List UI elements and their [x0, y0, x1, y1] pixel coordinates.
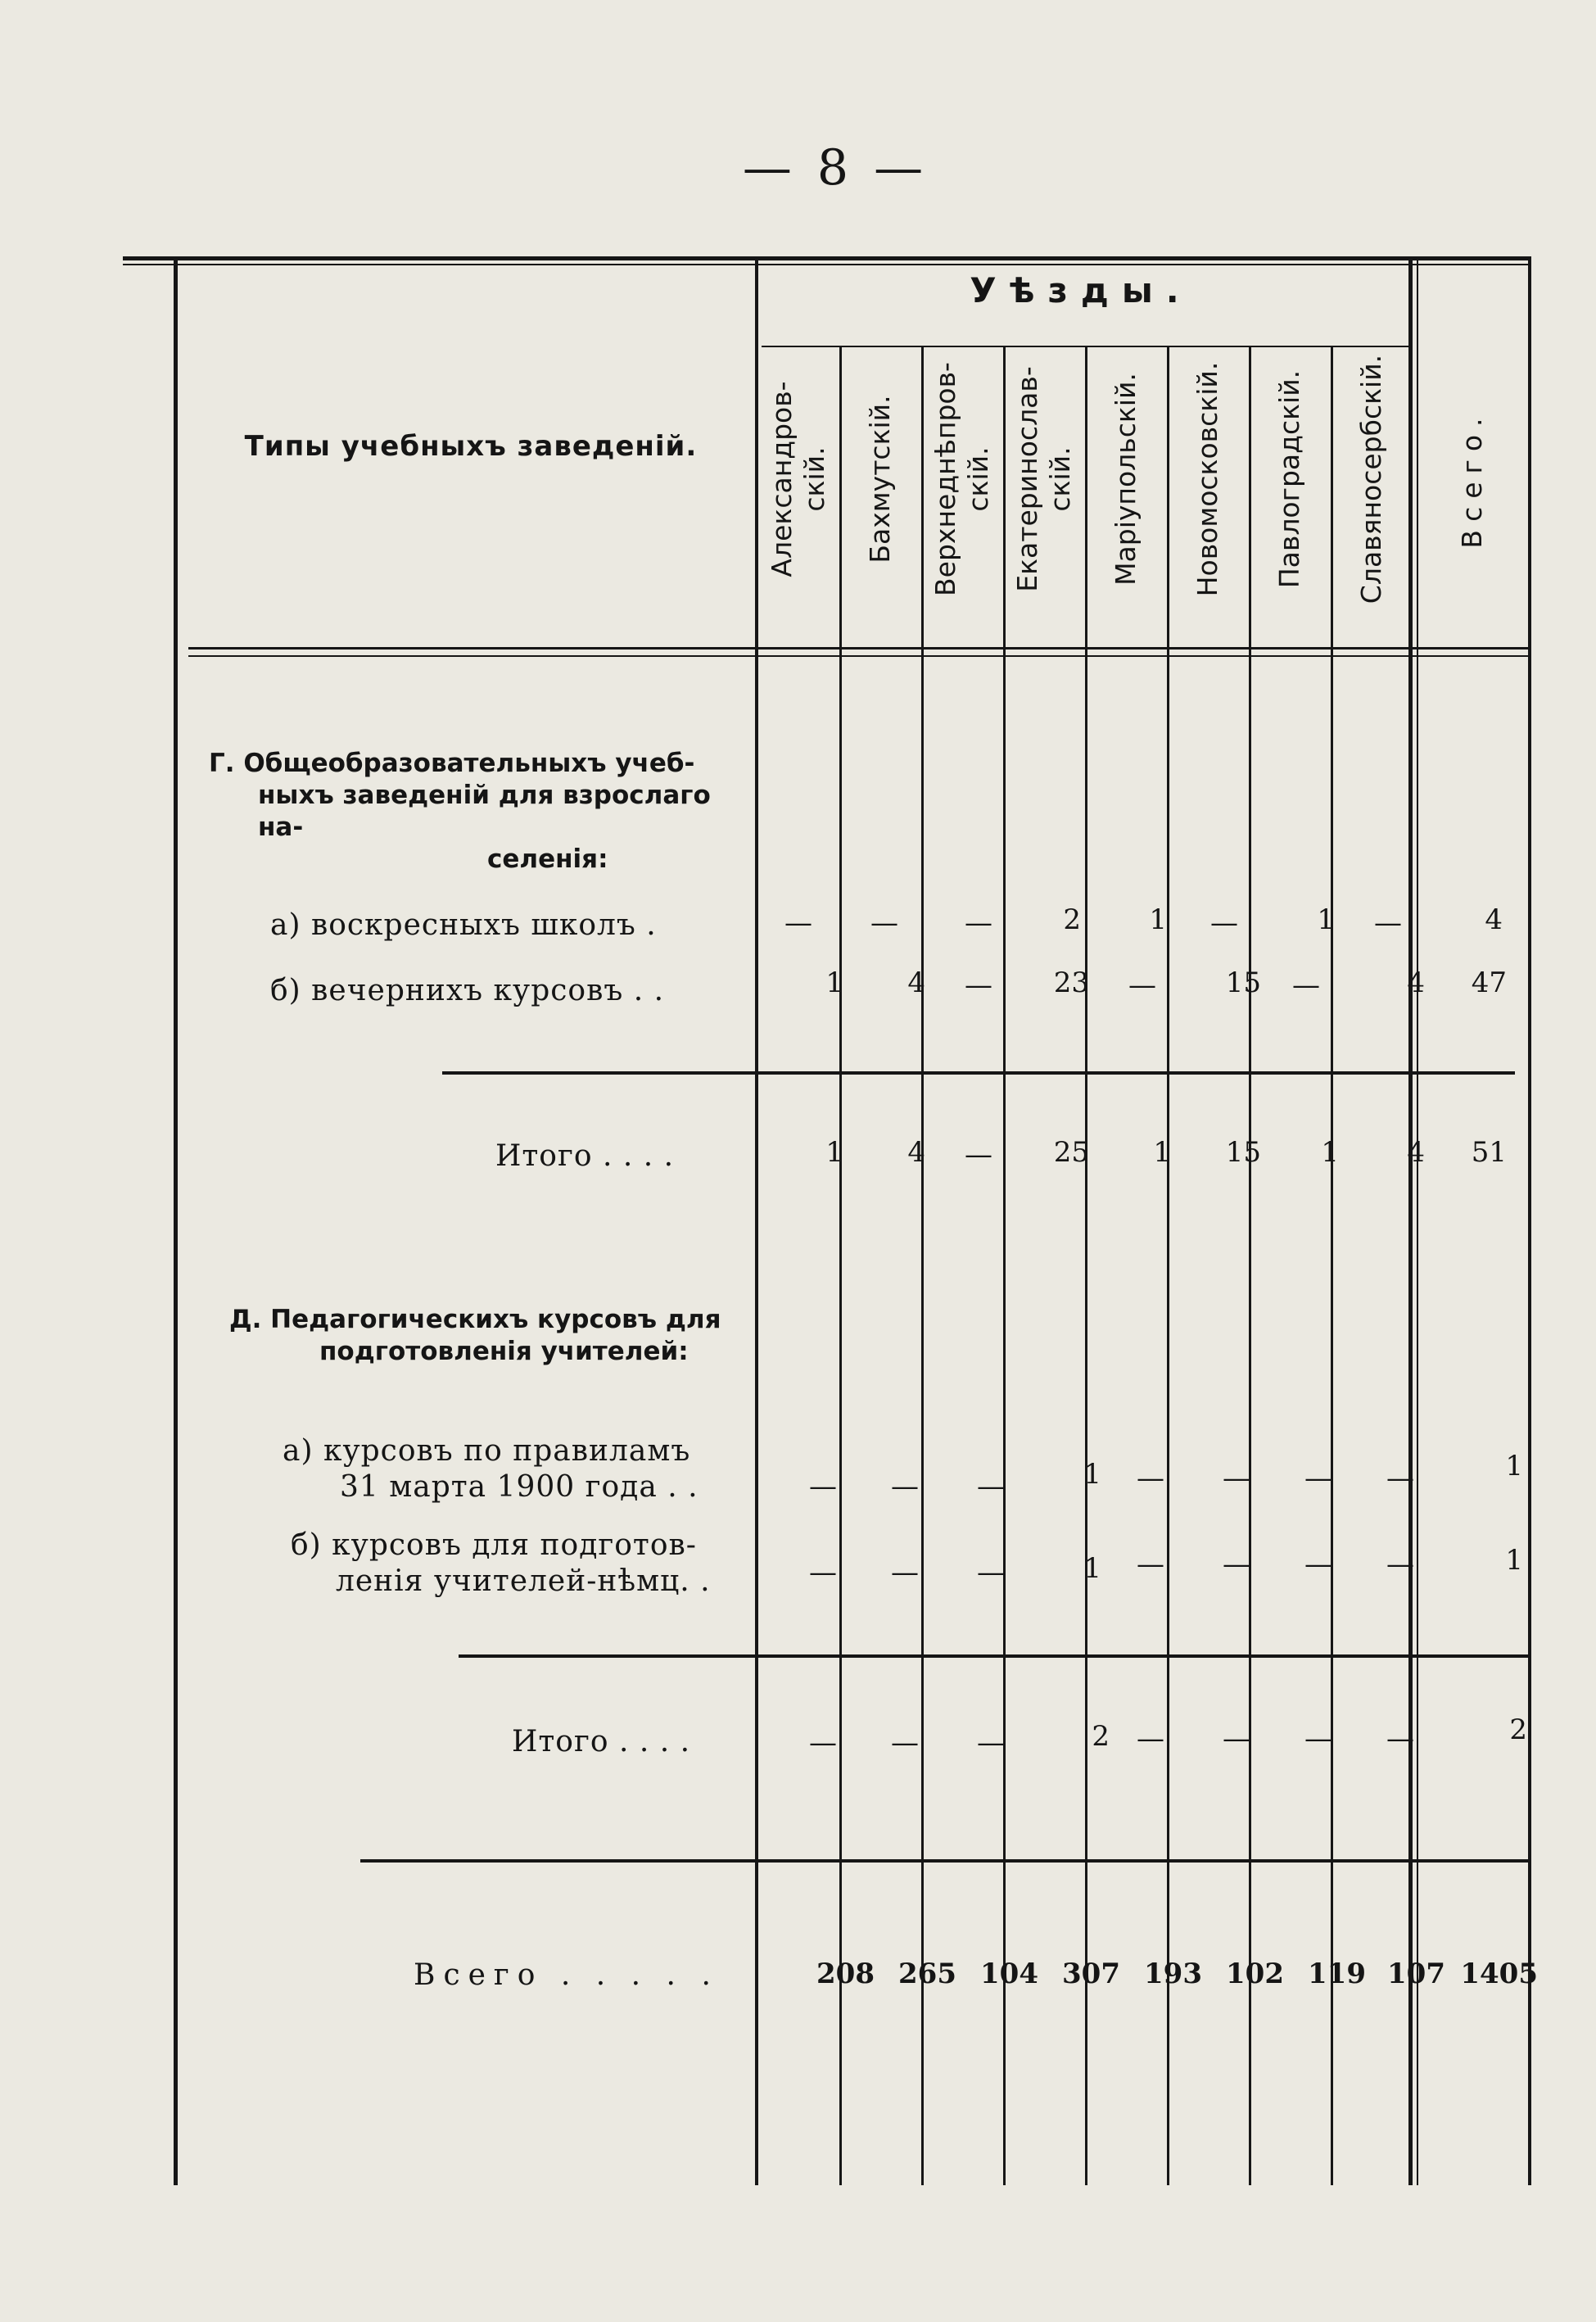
- cell: 25: [1053, 1136, 1089, 1169]
- cell: 15: [1225, 966, 1261, 999]
- cell: —: [1292, 969, 1320, 1002]
- cell: 15: [1225, 1136, 1261, 1169]
- cell: 265: [898, 1958, 956, 1990]
- cell: —: [965, 969, 992, 1002]
- cell: 2: [1092, 1720, 1110, 1753]
- table-right-border: [1528, 260, 1531, 2185]
- row-label-evening-courses: б) вечернихъ курсовъ . .: [270, 974, 665, 1007]
- cell: —: [1386, 1548, 1414, 1581]
- cell: 119: [1308, 1958, 1366, 1990]
- cell: —: [1137, 1548, 1164, 1581]
- section-d-title: [229, 1304, 753, 1368]
- row-label-rules-courses: [283, 1433, 753, 1505]
- col-head-mariupolsky: Маріупольскій.: [1110, 373, 1142, 586]
- col-head-slavyanoserbsky: Славяносербскій.: [1355, 354, 1388, 604]
- col-head-novomoskovsky: Новомосковскій.: [1191, 361, 1224, 597]
- cell: —: [1210, 907, 1238, 939]
- cell: 107: [1387, 1958, 1445, 1990]
- cell: 4: [907, 966, 925, 999]
- cell: —: [870, 907, 898, 939]
- cell: —: [1304, 1548, 1332, 1581]
- section-d-title-line: Д. Педагогическихъ курсовъ для: [229, 1305, 721, 1334]
- section-g-total-rule: [442, 1071, 1515, 1075]
- cell: —: [1137, 1722, 1164, 1755]
- cell: 1: [1505, 1450, 1523, 1482]
- col-head-verkhnedneprovsky: Верхнеднѣпров- скій.: [929, 362, 994, 596]
- cell: 4: [1485, 903, 1503, 936]
- cell: 307: [1062, 1958, 1120, 1990]
- cell: —: [1128, 969, 1156, 1002]
- col-head-total: Всего.: [1456, 410, 1489, 549]
- cell: —: [1304, 1722, 1332, 1755]
- col-head-ekaterinoslavsky: Екатеринослав- скій.: [1011, 366, 1076, 592]
- cell: 47: [1471, 966, 1507, 999]
- row-label-section-g-total: Итого . . . .: [495, 1139, 675, 1173]
- cell: —: [1223, 1548, 1250, 1581]
- row-label-line: ленія учителей-нѣмц. .: [336, 1564, 711, 1598]
- cell: —: [977, 1556, 1005, 1589]
- cell: —: [891, 1727, 919, 1759]
- cell: 1405: [1460, 1958, 1538, 1990]
- districts-title: Уѣзды.: [970, 270, 1192, 310]
- top-rule: [123, 256, 1531, 260]
- col-head-aleksandrovsky: Александров- скій.: [766, 381, 830, 577]
- cell: 51: [1471, 1136, 1507, 1169]
- cell: 2: [1509, 1713, 1527, 1746]
- cell: 1: [1317, 903, 1335, 936]
- section-d-total-rule: [459, 1654, 1531, 1658]
- row-label-section-d-total: Итого . . . .: [512, 1725, 691, 1758]
- cell: —: [977, 1470, 1005, 1503]
- cell: 102: [1226, 1958, 1284, 1990]
- section-d-title-line: подготовленія учителей:: [319, 1337, 689, 1366]
- section-g-title-line: Г. Общеобразовательныхъ учеб-: [209, 749, 695, 778]
- cell: —: [1137, 1462, 1164, 1495]
- cell: —: [809, 1556, 837, 1589]
- cell: 1: [825, 966, 843, 999]
- cell: 1: [1505, 1544, 1523, 1577]
- header-bottom-rule-2: [188, 655, 1531, 657]
- cell: —: [1223, 1722, 1250, 1755]
- cell: —: [891, 1470, 919, 1503]
- col-head-pavlogradsky: Павлоградскій.: [1273, 369, 1306, 589]
- cell: 1: [1153, 1136, 1171, 1169]
- cell: —: [809, 1470, 837, 1503]
- section-g-title: [209, 748, 749, 876]
- cell: —: [809, 1727, 837, 1759]
- cell: —: [965, 1138, 992, 1171]
- top-rule-2: [123, 264, 1531, 265]
- grand-total-rule: [360, 1859, 1531, 1863]
- cell: —: [1304, 1462, 1332, 1495]
- types-header: Типы учебныхъ заведеній.: [244, 430, 698, 463]
- cell: 23: [1053, 966, 1089, 999]
- cell: —: [1223, 1462, 1250, 1495]
- cell: 4: [1407, 966, 1425, 999]
- row-label-line: б) курсовъ для подготов-: [291, 1528, 697, 1562]
- header-bottom-rule: [188, 647, 1531, 650]
- cell: 208: [816, 1958, 875, 1990]
- cell: 104: [980, 1958, 1038, 1990]
- section-g-title-line: ныхъ заведеній для взрослаго на-: [258, 781, 711, 842]
- row-label-grand-total: Всего . . . . .: [414, 1958, 719, 1992]
- cell: —: [1386, 1722, 1414, 1755]
- cell: —: [1374, 907, 1402, 939]
- table-left-border: [174, 260, 178, 2185]
- cell: —: [891, 1556, 919, 1589]
- cell: —: [977, 1727, 1005, 1759]
- page-number: — 8 —: [742, 139, 929, 197]
- cell: —: [1386, 1462, 1414, 1495]
- row-label-german-teachers: [291, 1528, 753, 1600]
- cell: 2: [1063, 903, 1081, 936]
- cell: 193: [1144, 1958, 1202, 1990]
- cell: 4: [1407, 1136, 1425, 1169]
- row-label-line: а) курсовъ по правиламъ: [283, 1434, 691, 1468]
- cell: —: [784, 907, 812, 939]
- cell: 4: [907, 1136, 925, 1169]
- cell: 1: [1321, 1136, 1339, 1169]
- section-g-title-line: селенія:: [487, 844, 608, 874]
- cell: 1: [1083, 1552, 1101, 1585]
- cell: 1: [1149, 903, 1167, 936]
- col-head-bakhmutsky: Бахмутскій.: [864, 395, 897, 564]
- cell: 1: [1083, 1458, 1101, 1491]
- cell: —: [965, 907, 992, 939]
- row-label-sunday-schools: а) воскресныхъ школъ .: [270, 908, 657, 942]
- row-label-line: 31 марта 1900 года . .: [340, 1470, 699, 1504]
- cell: 1: [825, 1136, 843, 1169]
